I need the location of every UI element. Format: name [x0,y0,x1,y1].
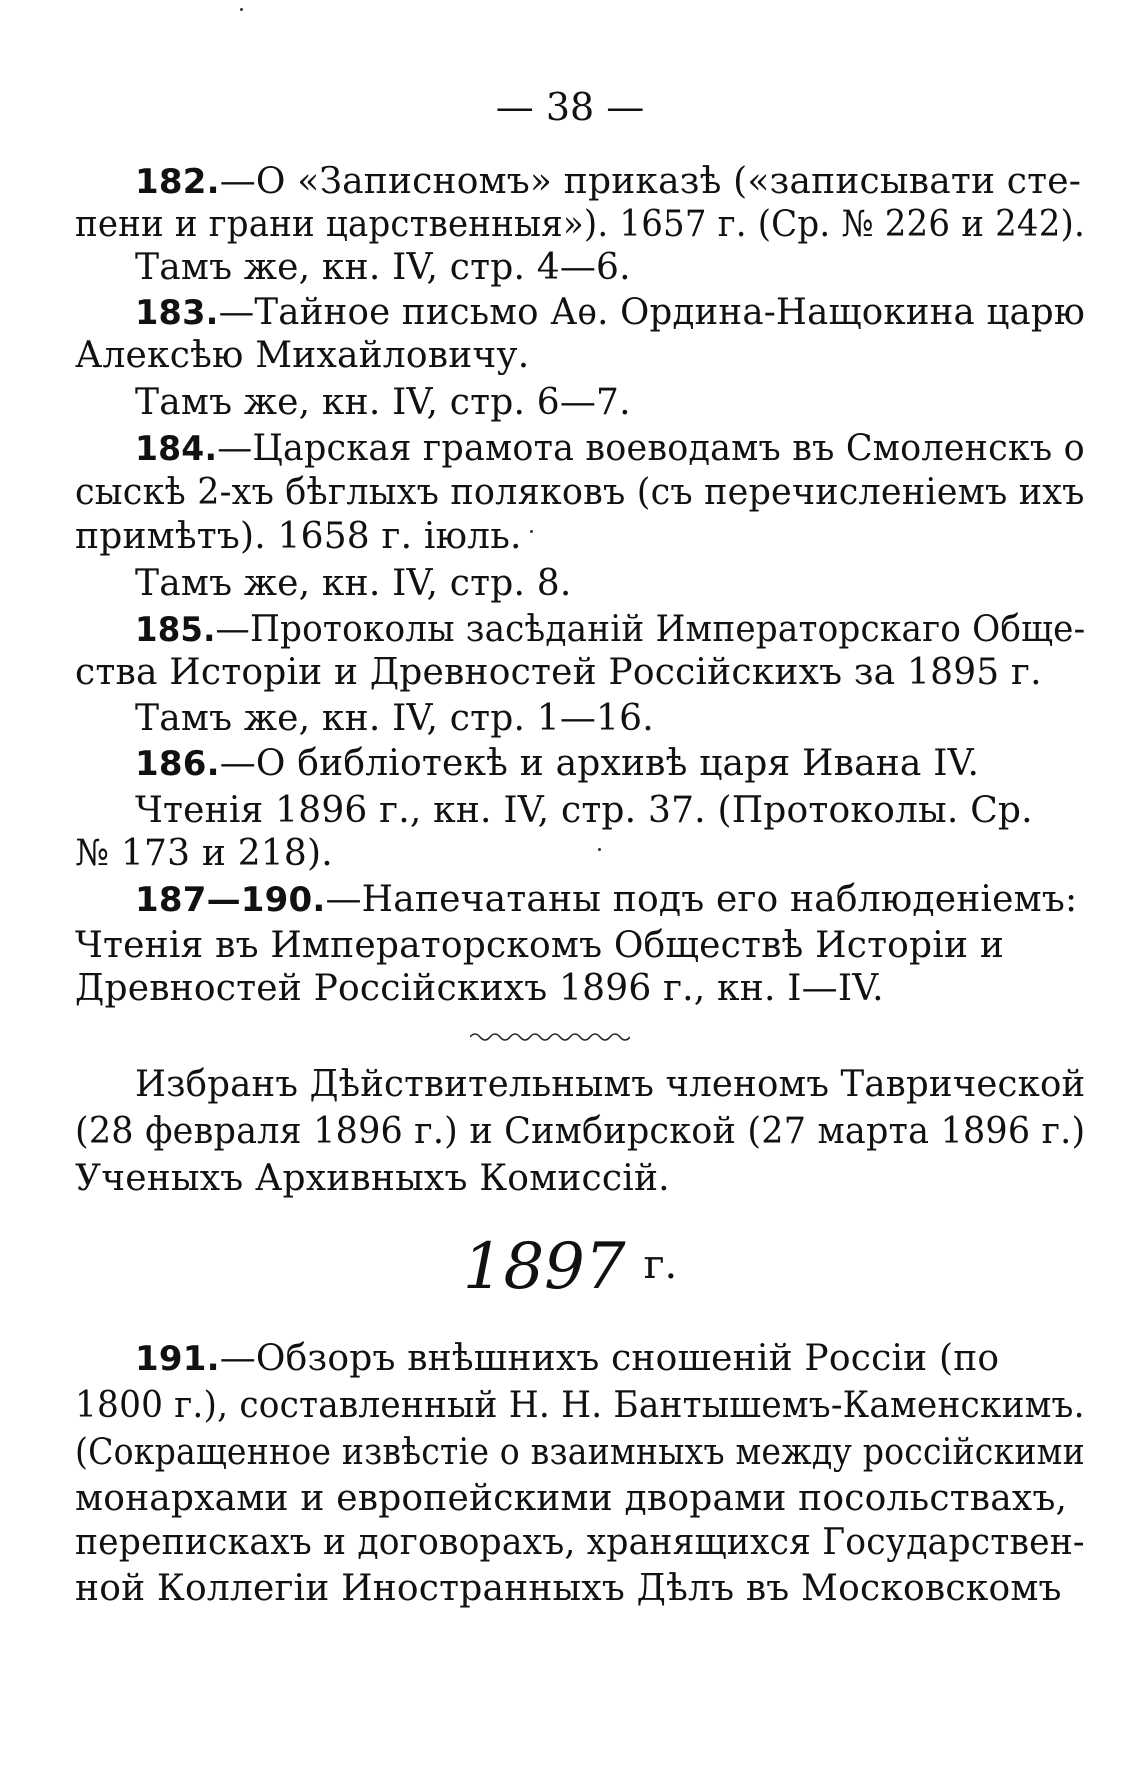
entry-number: 184. [135,429,218,469]
entry-182-source: Тамъ же, кн. IV, стр. 4—6. [135,247,631,288]
elected-line-3: Ученыхъ Архивныхъ Комиссій. [75,1158,670,1199]
entry-187-190-line-3: Древностей Россійскихъ 1896 г., кн. I—IV. [75,968,884,1009]
entry-185-source: Тамъ же, кн. IV, стр. 1—16. [135,698,654,739]
year-heading [0,1225,1140,1307]
print-speck [530,530,533,533]
entry-184-source: Тамъ же, кн. IV, стр. 8. [135,563,572,604]
entry-186-line-3: № 173 и 218). [75,833,333,874]
entry-183-line-2: Алексѣю Михайловичу. [75,335,530,376]
print-speck [598,848,601,851]
entry-text: —О библіотекѣ и архивѣ царя Ивана IV. [219,743,980,784]
entry-191-line-1 [135,1337,999,1381]
entry-185-line-2: ства Исторіи и Древностей Россійскихъ за 1895 г. [75,652,1042,693]
entry-191-line-2: 1800 г.), составленный Н. Н. Бантышемъ-Каменскимъ. [75,1385,1085,1426]
entry-191-line-6: ной Коллегіи Иностранныхъ Дѣлъ въ Московскомъ [75,1568,1062,1609]
entry-text: —Протоколы засѣданій Императорскаго Обще- [215,609,1086,650]
entry-182-line-1 [135,160,1081,204]
entry-text: —Обзоръ внѣшнихъ сношеній Россіи (по [219,1338,1000,1379]
entry-185-line-1 [135,608,1085,652]
year-suffix: г. [643,1242,678,1288]
elected-line-1: Избранъ Дѣйствительнымъ членомъ Таврической [135,1064,1086,1105]
entry-183-line-1 [135,291,1085,335]
entry-182-line-2: пени и грани царственныя»). 1657 г. (Ср. № 226 и 242). [75,204,1086,245]
entry-184-line-2: сыскѣ 2-хъ бѣглыхъ поляковъ (съ перечисленіемъ ихъ [75,472,1085,513]
entry-187-190-line-2: Чтенія въ Императорскомъ Обществѣ Исторіи и [75,925,1005,966]
entry-number: 182. [135,162,220,202]
entry-number: 183. [135,293,219,333]
entry-191-line-5: перепискахъ и договорахъ, хранящихся Государствен- [75,1522,1085,1563]
entry-text: —Царская грамота воеводамъ въ Смоленскъ о [217,428,1085,469]
entry-text: —Напечатаны подъ его наблюденіемъ: [325,879,1078,920]
elected-line-2: (28 февраля 1896 г.) и Симбирской (27 марта 1896 г.) [75,1111,1086,1152]
print-speck [240,8,243,11]
entry-number: 191. [135,1339,220,1379]
year-number: 1897 [462,1230,626,1304]
ornamental-divider [470,1030,630,1044]
entry-184-line-1 [135,427,1085,471]
entry-number: 186. [135,744,220,784]
entry-191-line-4: монархами и европейскими дворами посольствахъ, [75,1478,1068,1519]
page-number: — 38 — [495,85,645,129]
entry-number: 187—190. [135,880,326,920]
entry-text: —Тайное письмо Аѳ. Ордина-Нащокина царю [218,292,1086,333]
entry-186-line-2: Чтенія 1896 г., кн. IV, стр. 37. (Протоколы. Ср. [135,790,1033,831]
entry-184-line-3: примѣтъ). 1658 г. іюль. [75,516,522,557]
entry-number: 185. [135,610,216,650]
entry-187-190-line-1 [135,878,1077,922]
entry-191-line-3: (Сокращенное извѣстіе о взаимныхъ между россійскими [75,1432,1085,1473]
entry-186-line-1 [135,742,979,786]
entry-text: —О «Записномъ» приказѣ («записывати сте- [219,161,1082,202]
entry-183-source: Тамъ же, кн. IV, стр. 6—7. [135,382,631,423]
